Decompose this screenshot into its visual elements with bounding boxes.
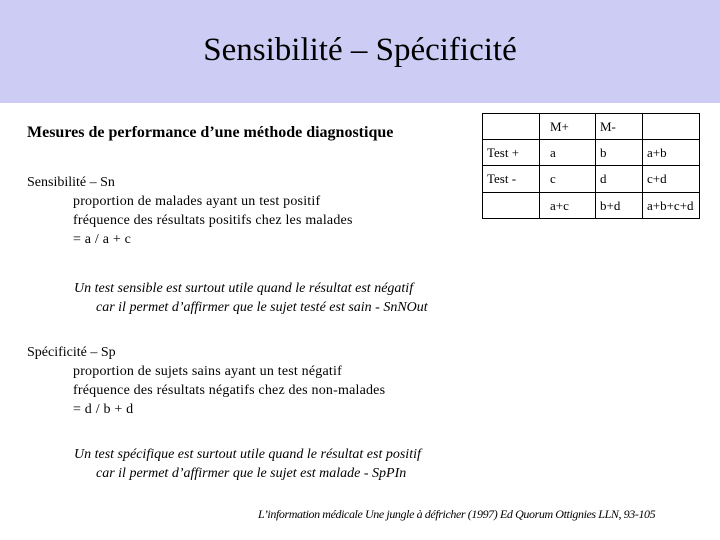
note-specificite-line2: car il permet d’affirmer que le sujet est malade - SpPIn xyxy=(96,466,407,481)
table-cell xyxy=(643,114,700,140)
table-cell: c+d xyxy=(643,166,700,193)
note-sensibilite xyxy=(74,279,428,317)
sensibilite-line: fréquence des résultats positifs chez les malades xyxy=(73,213,353,228)
table-cell: c xyxy=(540,166,596,193)
sensibilite-heading: Sensibilité – Sn xyxy=(27,175,115,190)
table-total-cell: b+d xyxy=(596,193,643,219)
specificite-line: fréquence des résultats négatifs chez des non-malades xyxy=(73,383,386,398)
table-header-cell: M+ xyxy=(540,114,596,140)
note-sensibilite-line2: car il permet d’affirmer que le sujet testé est sain - SnNOut xyxy=(96,300,428,315)
note-sensibilite-line1: Un test sensible est surtout utile quand le résultat est négatif xyxy=(74,281,414,296)
contingency-table xyxy=(482,113,700,219)
slide-title: Sensibilité – Spécificité xyxy=(203,32,517,68)
specificite-formula: = d / b + d xyxy=(73,402,134,417)
table-row xyxy=(483,193,700,219)
table-total-cell: a+b+c+d xyxy=(643,193,700,219)
sensibilite-block xyxy=(27,173,353,249)
table-total-cell: a+c xyxy=(540,193,596,219)
table-header-cell: M- xyxy=(596,114,643,140)
sensibilite-formula: = a / a + c xyxy=(73,232,132,247)
citation: L’information médicale Une jungle à défricher (1997) Ed Quorum Ottignies LLN, 93-105 xyxy=(258,507,656,521)
table-row-header: Test - xyxy=(483,166,540,193)
table-row xyxy=(483,140,700,166)
table-cell xyxy=(483,193,540,219)
table-row-header: Test + xyxy=(483,140,540,166)
note-specificite xyxy=(74,445,421,483)
specificite-block xyxy=(27,343,385,419)
table-cell: a+b xyxy=(643,140,700,166)
sensibilite-line: proportion de malades ayant un test positif xyxy=(73,194,321,209)
specificite-heading: Spécificité – Sp xyxy=(27,345,116,360)
table-cell: a xyxy=(540,140,596,166)
slide-subtitle: Mesures de performance d’une méthode diagnostique xyxy=(27,124,394,141)
specificite-line: proportion de sujets sains ayant un test négatif xyxy=(73,364,342,379)
table-cell xyxy=(483,114,540,140)
note-specificite-line1: Un test spécifique est surtout utile quand le résultat est positif xyxy=(74,447,421,462)
table-row xyxy=(483,114,700,140)
table-row xyxy=(483,166,700,193)
table-cell: b xyxy=(596,140,643,166)
table-cell: d xyxy=(596,166,643,193)
